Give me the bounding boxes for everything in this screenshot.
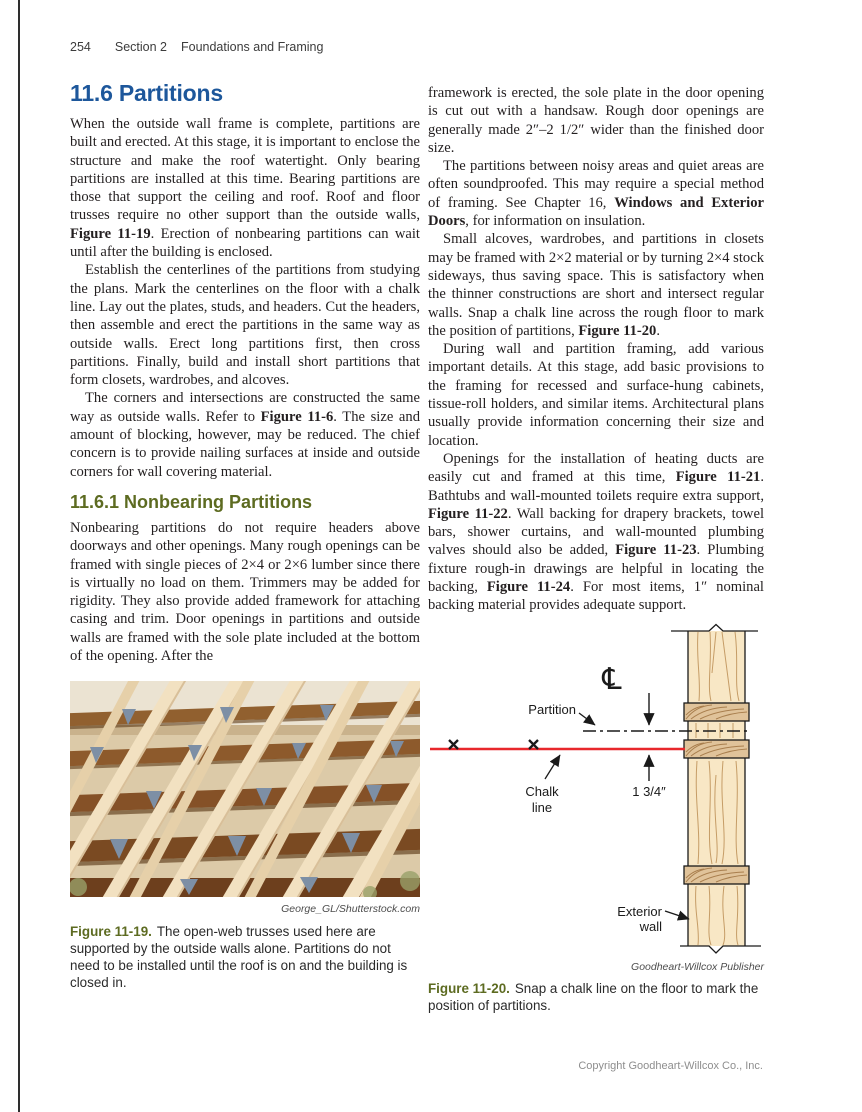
chalk-line-label: Chalk bbox=[525, 783, 559, 799]
copyright-notice: Copyright Goodheart-Willcox Co., Inc. bbox=[578, 1060, 763, 1072]
photo-credit: George_GL/Shutterstock.com bbox=[281, 903, 420, 916]
heading-11-6-partitions: 11.6 Partitions bbox=[70, 80, 223, 106]
section-label: Section 2 bbox=[114, 40, 167, 54]
right-column bbox=[428, 84, 764, 1014]
diagram-credit: Goodheart-Willcox Publisher bbox=[631, 960, 764, 973]
top-break-line bbox=[671, 624, 758, 631]
chalk-line-diagram bbox=[428, 623, 764, 955]
blocking-bottom bbox=[684, 866, 749, 884]
exterior-leader-arrow bbox=[665, 911, 689, 919]
heading-11-6-1-nonbearing-partitions: 11.6.1 Nonbearing Partitions bbox=[70, 491, 313, 512]
chalk-leader-arrow bbox=[545, 755, 560, 779]
figure-11-20 bbox=[428, 623, 764, 1014]
blocking-top bbox=[684, 703, 749, 721]
figure-label: Figure 11-19. bbox=[70, 923, 152, 939]
body-paragraph: Nonbearing partitions do not require headers above doorways and other openings. Many rough openings can be framed with single pieces of 2×4 or 2×6 lumber since there is virtually no load on them. Trimmers may be added for rigidity. They also provide added framework for attaching casing and trim. Door openings in partitions and outside walls are framed with the sole plate included at the bottom of the opening. After the bbox=[70, 519, 420, 665]
page-number: 254 bbox=[70, 40, 91, 54]
figure-11-19 bbox=[70, 681, 420, 990]
page-header bbox=[70, 40, 670, 54]
body-paragraph: framework is erected, the sole plate in the door opening is cut out with a handsaw. Rough door openings are generally made 2″–2 1/2″ wider than the finished door size. bbox=[428, 85, 764, 156]
partition-label: Partition bbox=[528, 701, 576, 717]
exterior-wall-label: wall bbox=[639, 918, 662, 934]
blocking-middle bbox=[684, 740, 749, 758]
body-paragraph: The partitions between noisy areas and quiet areas are often soundproofed. This may require a special method of framing. See Chapter 16, Windows and Exterior Doors, for information on insulation. bbox=[428, 158, 764, 230]
binding-edge-line bbox=[18, 0, 20, 1112]
body-paragraph: During wall and partition framing, add various important details. At this stage, add basic provisions to the framing for recessed and surface-hung cabinets, tissue-roll holders, and similar items. Architectural plans usually provide information concerning their size and location. bbox=[428, 341, 764, 449]
figure-11-19-caption bbox=[70, 923, 420, 991]
body-paragraph: Establish the centerlines of the partitions from studying the plans. Mark the centerlines on the floor with a chalk line. Lay out the plates, studs, and headers. Cut the headers, then assemble and erect the partitions in the same way as outside walls. Erect long partitions first, then cross partitions. Finally, build and install short partitions that form closets, wardrobes, and alcoves. bbox=[70, 262, 420, 389]
section-title: Foundations and Framing bbox=[180, 40, 324, 54]
partition-leader-arrow bbox=[579, 713, 595, 725]
x-mark-icon bbox=[449, 740, 458, 749]
body-paragraph: When the outside wall frame is complete, partitions are built and erected. At this stage, it is important to enclose the structure and make the roof watertight. Only bearing partitions are installed at this time. Bearing partitions are those that support the ceiling and roof. Roof and floor trusses require no other support than the outside walls, Figure 11-19. Erection of nonbearing partitions can wait until after the building is enclosed. bbox=[70, 116, 420, 261]
truss-photo bbox=[70, 681, 420, 897]
figure-caption-text: Snap a chalk line on the floor to mark the position of partitions. bbox=[428, 980, 759, 1013]
left-column bbox=[70, 80, 420, 991]
figure-11-20-caption bbox=[428, 980, 764, 1014]
chalk-line-label: line bbox=[531, 799, 553, 815]
x-mark-icon bbox=[529, 740, 538, 749]
body-paragraph: Openings for the installation of heating ducts are easily cut and framed at this time, Figure 11-21. Bathtubs and wall-mounted toilets require extra support, Figure 11-22. Wall backing for drapery brackets, towel bars, shower curtains, and wall-mounted plumbing valves should also be added, Figure 11-23. Plumbing fixture rough-in drawings are helpful in locating the backing, Figure 11-24. For most items, 1″ nominal backing material provides adequate support. bbox=[428, 450, 765, 614]
figure-label: Figure 11-20. bbox=[428, 980, 510, 996]
bottom-break-line bbox=[680, 946, 761, 953]
centerline-symbol: ℄ bbox=[602, 661, 622, 697]
exterior-wall-label: Exterior bbox=[617, 903, 662, 919]
figure-caption-text: The open-web trusses used here are supported by the outside walls alone. Partitions do not need to be installed until the roof is on and the building is closed in. bbox=[70, 923, 408, 990]
body-paragraph: Small alcoves, wardrobes, and partitions in closets may be framed with 2×2 material or by turning 2×4 stock sideways, thus saving space. This is satisfactory when the thinner constructions are short and intersect regular walls. Snap a chalk line across the rough floor to mark the position of partitions, Figure 11-20. bbox=[428, 231, 764, 339]
body-paragraph: The corners and intersections are constructed the same way as outside walls. Refer to Figure 11-6. The size and amount of blocking, however, may be reduced. The chief concern is to provide nailing surfaces at inside and outside corners for wall covering material. bbox=[70, 390, 421, 480]
dimension-label: 1 3/4″ bbox=[632, 783, 666, 799]
